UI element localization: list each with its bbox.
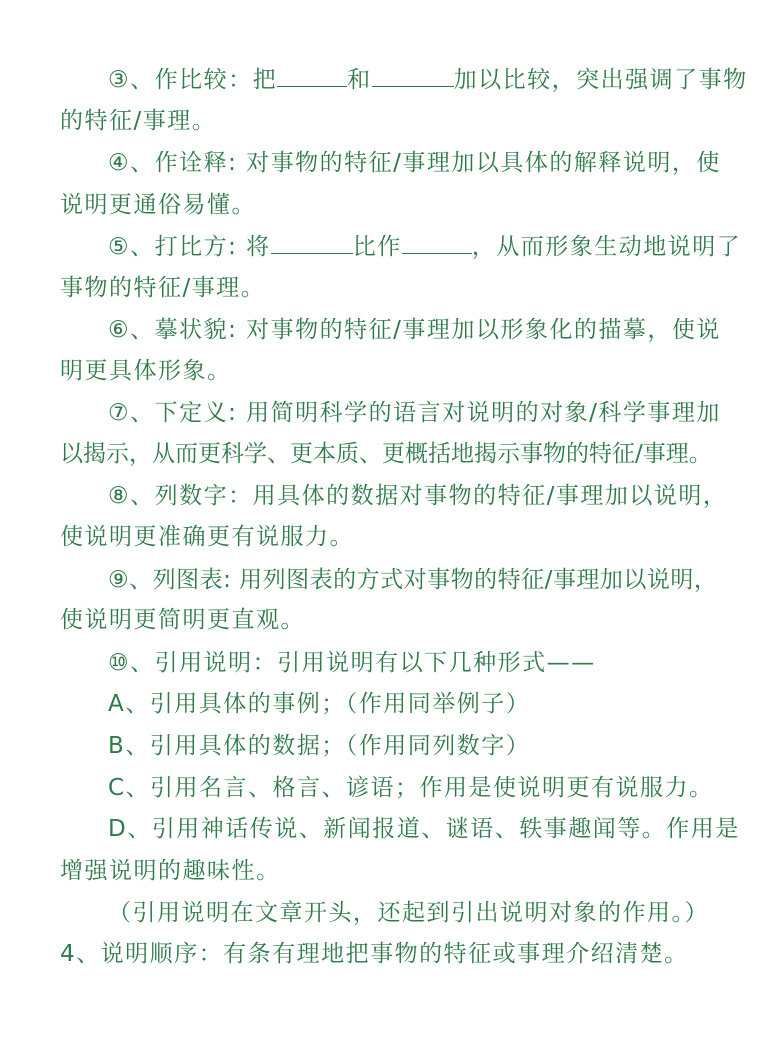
item-5-line-1 [108, 233, 741, 261]
item-3-tail: 加以比较，突出强调了事物 [453, 67, 748, 93]
item-5-line-2: 事物的特征/事理。 [60, 275, 266, 301]
quote-note: （引用说明在文章开头，还起到引出说明对象的作用。） [108, 900, 709, 926]
item-9-line-1: ⑨、列图表: 用列图表的方式对事物的特征/事理加以说明， [108, 567, 718, 593]
item-3-line-2: 的特征/事理。 [60, 108, 217, 134]
item-3-mid: 和 [347, 67, 372, 93]
item-5-tail: ，从而形象生动地说明了 [471, 234, 742, 260]
quote-type-d-line-1: D、引用神话传说、新闻报道、谜语、轶事趣闻等。作用是 [108, 816, 740, 842]
item-3-line-1 [108, 66, 748, 94]
item-5-mid: 比作 [352, 234, 402, 260]
item-9-line-2: 使说明更简明更直观。 [60, 607, 305, 633]
item-5-head: ⑤、打比方: 将 [108, 234, 271, 260]
section-4-heading: 4、说明顺序：有条有理地把事物的特征或事理介绍清楚。 [60, 941, 689, 967]
item-4-line-1: ④、作诠释: 对事物的特征/事理加以具体的解释说明，使 [108, 150, 721, 176]
item-8-line-2: 使说明更准确更有说服力。 [60, 524, 354, 550]
item-6-line-2: 明更具体形象。 [60, 358, 232, 384]
blank-4 [402, 233, 472, 254]
item-10-line-1: ⑩、引用说明：引用说明有以下几种形式—— [108, 650, 596, 676]
item-3-head: ③、作比较：把 [108, 67, 278, 93]
item-7-line-1: ⑦、下定义: 用简明科学的语言对说明的对象/科学事理加 [108, 400, 721, 426]
blank-1 [277, 66, 347, 87]
item-4-line-2: 说明更通俗易懂。 [60, 192, 256, 218]
item-6-line-1: ⑥、摹状貌: 对事物的特征/事理加以形象化的描摹，使说 [108, 317, 721, 343]
quote-type-d-line-2: 增强说明的趣味性。 [60, 858, 281, 884]
blank-2 [372, 66, 454, 87]
quote-type-b: B、引用具体的数据；（作用同列数字） [108, 733, 531, 759]
quote-type-c: C、引用名言、格言、谚语；作用是使说明更有说服力。 [108, 775, 714, 801]
item-7-line-2: 以揭示，从而更科学、更本质、更概括地揭示事物的特征/事理。 [60, 441, 712, 467]
quote-type-a: A、引用具体的事例；（作用同举例子） [108, 691, 531, 717]
item-8-line-1: ⑧、列数字：用具体的数据对事物的特征/事理加以说明， [108, 483, 728, 509]
blank-3 [271, 233, 353, 254]
